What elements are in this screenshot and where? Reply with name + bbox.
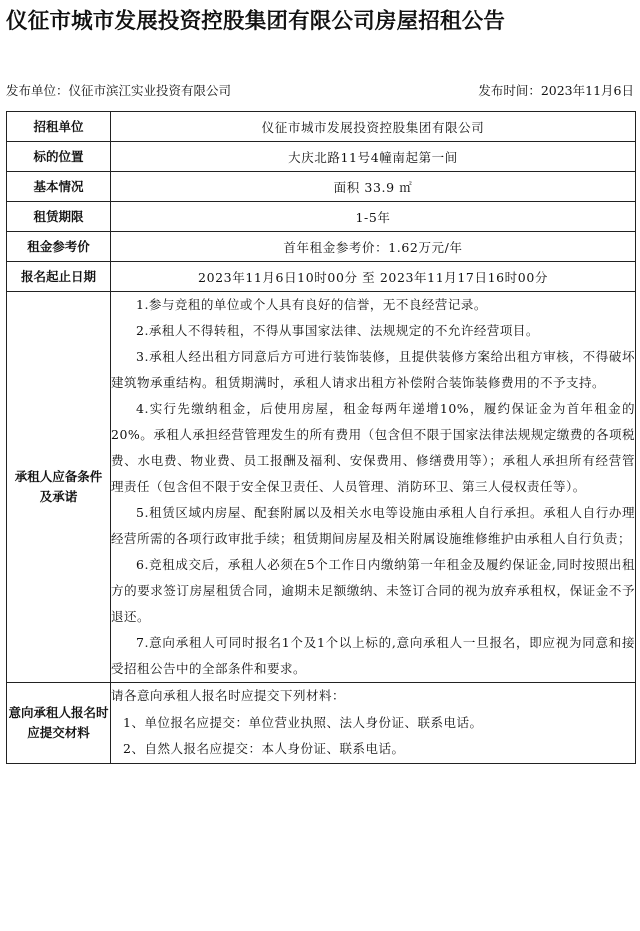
conditions-row (7, 292, 636, 683)
materials-intro: 请各意向承租人报名时应提交下列材料： (111, 688, 346, 703)
notice-table (6, 111, 636, 764)
info-row (7, 172, 636, 202)
info-row (7, 202, 636, 232)
info-row-label: 招租单位 (7, 112, 111, 142)
condition-item: 5.租赁区域内房屋、配套附属以及相关水电等设施由承租人自行承担。承租人自行办理经营所需的各项行政审批手续；租赁期间房屋及相关附属设施维修维护由承租人自行负责； (111, 505, 635, 546)
info-row-value: 2023年11月6日10时00分 至 2023年11月17日16时00分 (111, 262, 636, 292)
info-row-label: 租金参考价 (7, 232, 111, 262)
info-row-label: 租赁期限 (7, 202, 111, 232)
info-row (7, 262, 636, 292)
notice-title: 仪征市城市发展投资控股集团有限公司房屋招租公告 (6, 9, 506, 34)
condition-item: 7.意向承租人可同时报名1个及1个以上标的,意向承租人一旦报名，即应视为同意和接受招租公告中的全部条件和要求。 (111, 635, 635, 676)
info-row-label: 报名起止日期 (7, 262, 111, 292)
info-row-label: 基本情况 (7, 172, 111, 202)
condition-item: 4.实行先缴纳租金，后使用房屋，租金每两年递增10%，履约保证金为首年租金的20%。承租人承担经营管理发生的所有费用（包含但不限于国家法律法规规定缴费的各项税费、水电费、物业费、员工报酬及福利、安保费用、修缮费用等）；承租人承担所有经营管理责任（包含但不限于安全保卫责任、人员管理、消防环卫、第三人侵权责任等）。 (111, 401, 635, 494)
materials-row (7, 683, 636, 764)
conditions-content (111, 292, 636, 683)
info-row-value: 仪征市城市发展投资控股集团有限公司 (111, 112, 636, 142)
info-row-label: 标的位置 (7, 142, 111, 172)
publish-time: 发布时间：2023年11月6日 (478, 83, 634, 98)
condition-item: 3.承租人经出租方同意后方可进行装饰装修，且提供装修方案给出租方审核，不得破坏建筑物承重结构。租赁期满时，承租人请求出租方补偿附合装饰装修费用的不予支持。 (111, 349, 635, 390)
info-row-value: 首年租金参考价：1.62万元/年 (111, 232, 636, 262)
info-row-value: 大庆北路11号4幢南起第一间 (111, 142, 636, 172)
materials-content (111, 683, 636, 764)
condition-item: 2.承租人不得转租，不得从事国家法律、法规规定的不允许经营项目。 (136, 323, 539, 338)
info-row (7, 112, 636, 142)
publisher-line: 发布单位：仪征市滨江实业投资有限公司 (6, 83, 232, 98)
material-item: 2、自然人报名应提交：本人身份证、联系电话。 (123, 741, 405, 756)
condition-item: 6.竞租成交后，承租人必须在5个工作日内缴纳第一年租金及履约保证金,同时按照出租方的要求签订房屋租赁合同，逾期未足额缴纳、未签订合同的视为放弃承租权，保证金不予退还。 (111, 557, 635, 624)
info-row (7, 232, 636, 262)
condition-item: 1.参与竞租的单位或个人具有良好的信誉，无不良经营记录。 (136, 297, 487, 312)
info-row-value: 1-5年 (111, 202, 636, 232)
conditions-label: 承租人应备条件 及承诺 (7, 292, 111, 683)
materials-label: 意向承租人报名时 应提交材料 (7, 683, 111, 764)
material-item: 1、单位报名应提交：单位营业执照、法人身份证、联系电话。 (123, 714, 483, 730)
info-row-value: 面积 33.9 ㎡ (111, 172, 636, 202)
info-row (7, 142, 636, 172)
